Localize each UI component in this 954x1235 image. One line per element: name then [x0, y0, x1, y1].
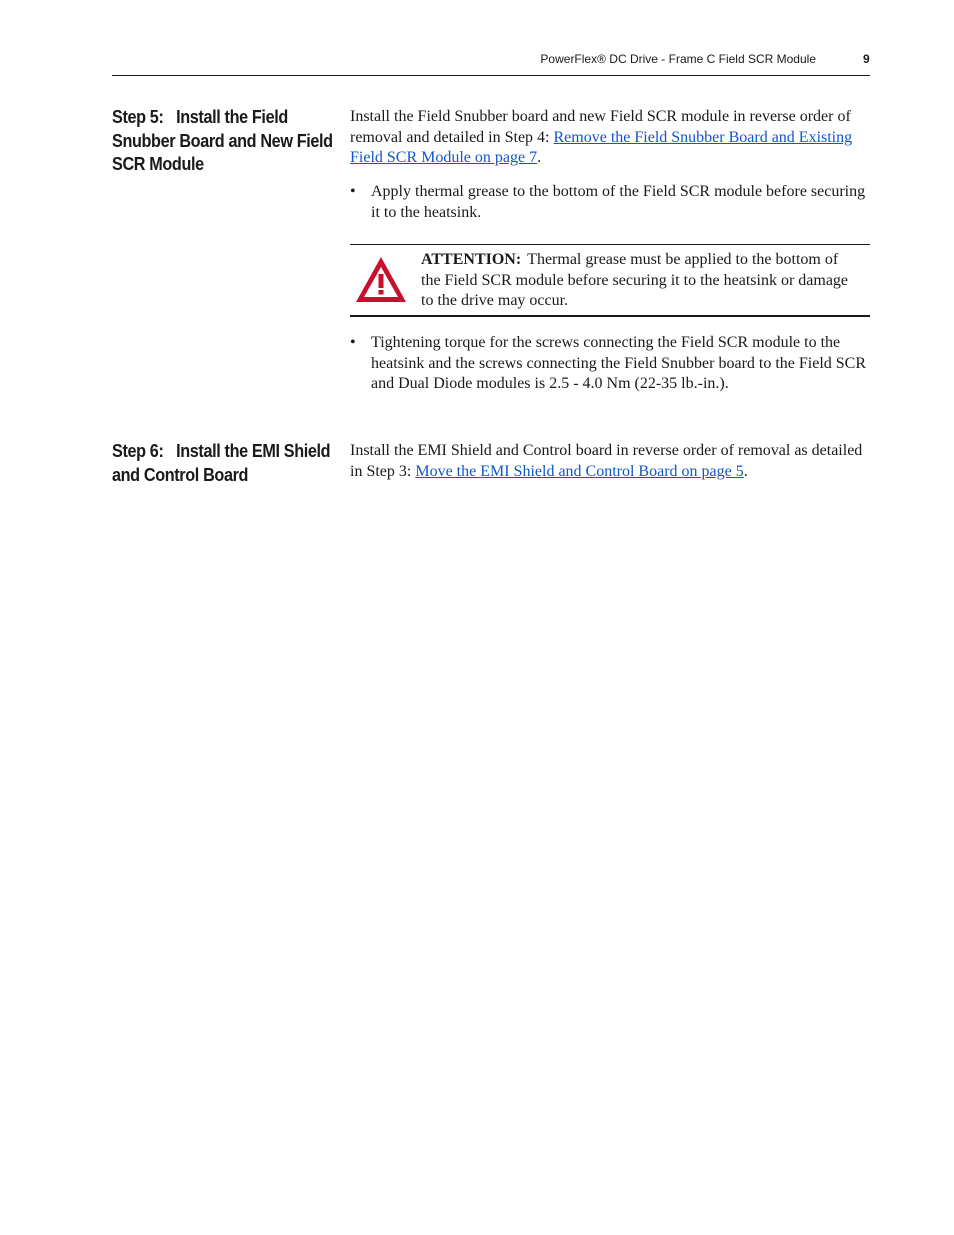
header-divider	[112, 75, 870, 76]
step5-bullet-2	[350, 333, 870, 395]
attention-message: Thermal grease must be applied to the bottom of the Field SCR module before securing it to the heatsink or damage to the drive may occur.	[421, 251, 849, 310]
running-header: PowerFlex® DC Drive - Frame C Field SCR Module	[540, 52, 816, 66]
step5-intro-text: Install the Field Snubber board and new Field SCR module in reverse order of removal and detailed in Step 4:	[350, 108, 851, 146]
step5-label: Step 5:	[112, 107, 164, 127]
step6-intro-link[interactable]: Move the EMI Shield and Control Board on page 5	[415, 462, 744, 480]
step5-bullet-2-text: Tightening torque for the screws connecting the Field SCR module to the heatsink and the screws connecting the Field Snubber board to the Field SCR and Dual Diode modules is 2.5 - 4.0 Nm (22-35 lb.-in.).	[371, 334, 867, 393]
step5-intro	[350, 107, 870, 169]
step5-intro-end: .	[537, 149, 542, 167]
step5-heading-text: Install the Field Snubber Board and New Field SCR Module	[112, 107, 333, 174]
step5-bullet-1-text: Apply thermal grease to the bottom of the Field SCR module before securing it to the heatsink.	[371, 183, 866, 221]
step5-heading	[112, 106, 342, 177]
step6-heading	[112, 440, 342, 487]
attention-box	[350, 244, 870, 317]
step5-intro-link[interactable]: Remove the Field Snubber Board and Existing Field SCR Module on page 7	[350, 128, 853, 167]
step6-intro-end: .	[743, 462, 748, 480]
attention-label: ATTENTION:	[421, 251, 522, 268]
bullet-dot: •	[350, 334, 356, 351]
bullet-dot: •	[350, 183, 356, 200]
warning-triangle-icon	[354, 255, 408, 305]
step6-intro-text: Install the EMI Shield and Control board in reverse order of removal as detailed in Step 3:	[350, 442, 863, 480]
step6-label: Step 6:	[112, 441, 164, 461]
step6-heading-text: Install the EMI Shield and Control Board	[112, 441, 331, 485]
step5-bullet-1	[350, 182, 870, 223]
attention-text	[421, 250, 861, 312]
step6-intro	[350, 441, 870, 482]
page-number: 9	[863, 52, 870, 66]
